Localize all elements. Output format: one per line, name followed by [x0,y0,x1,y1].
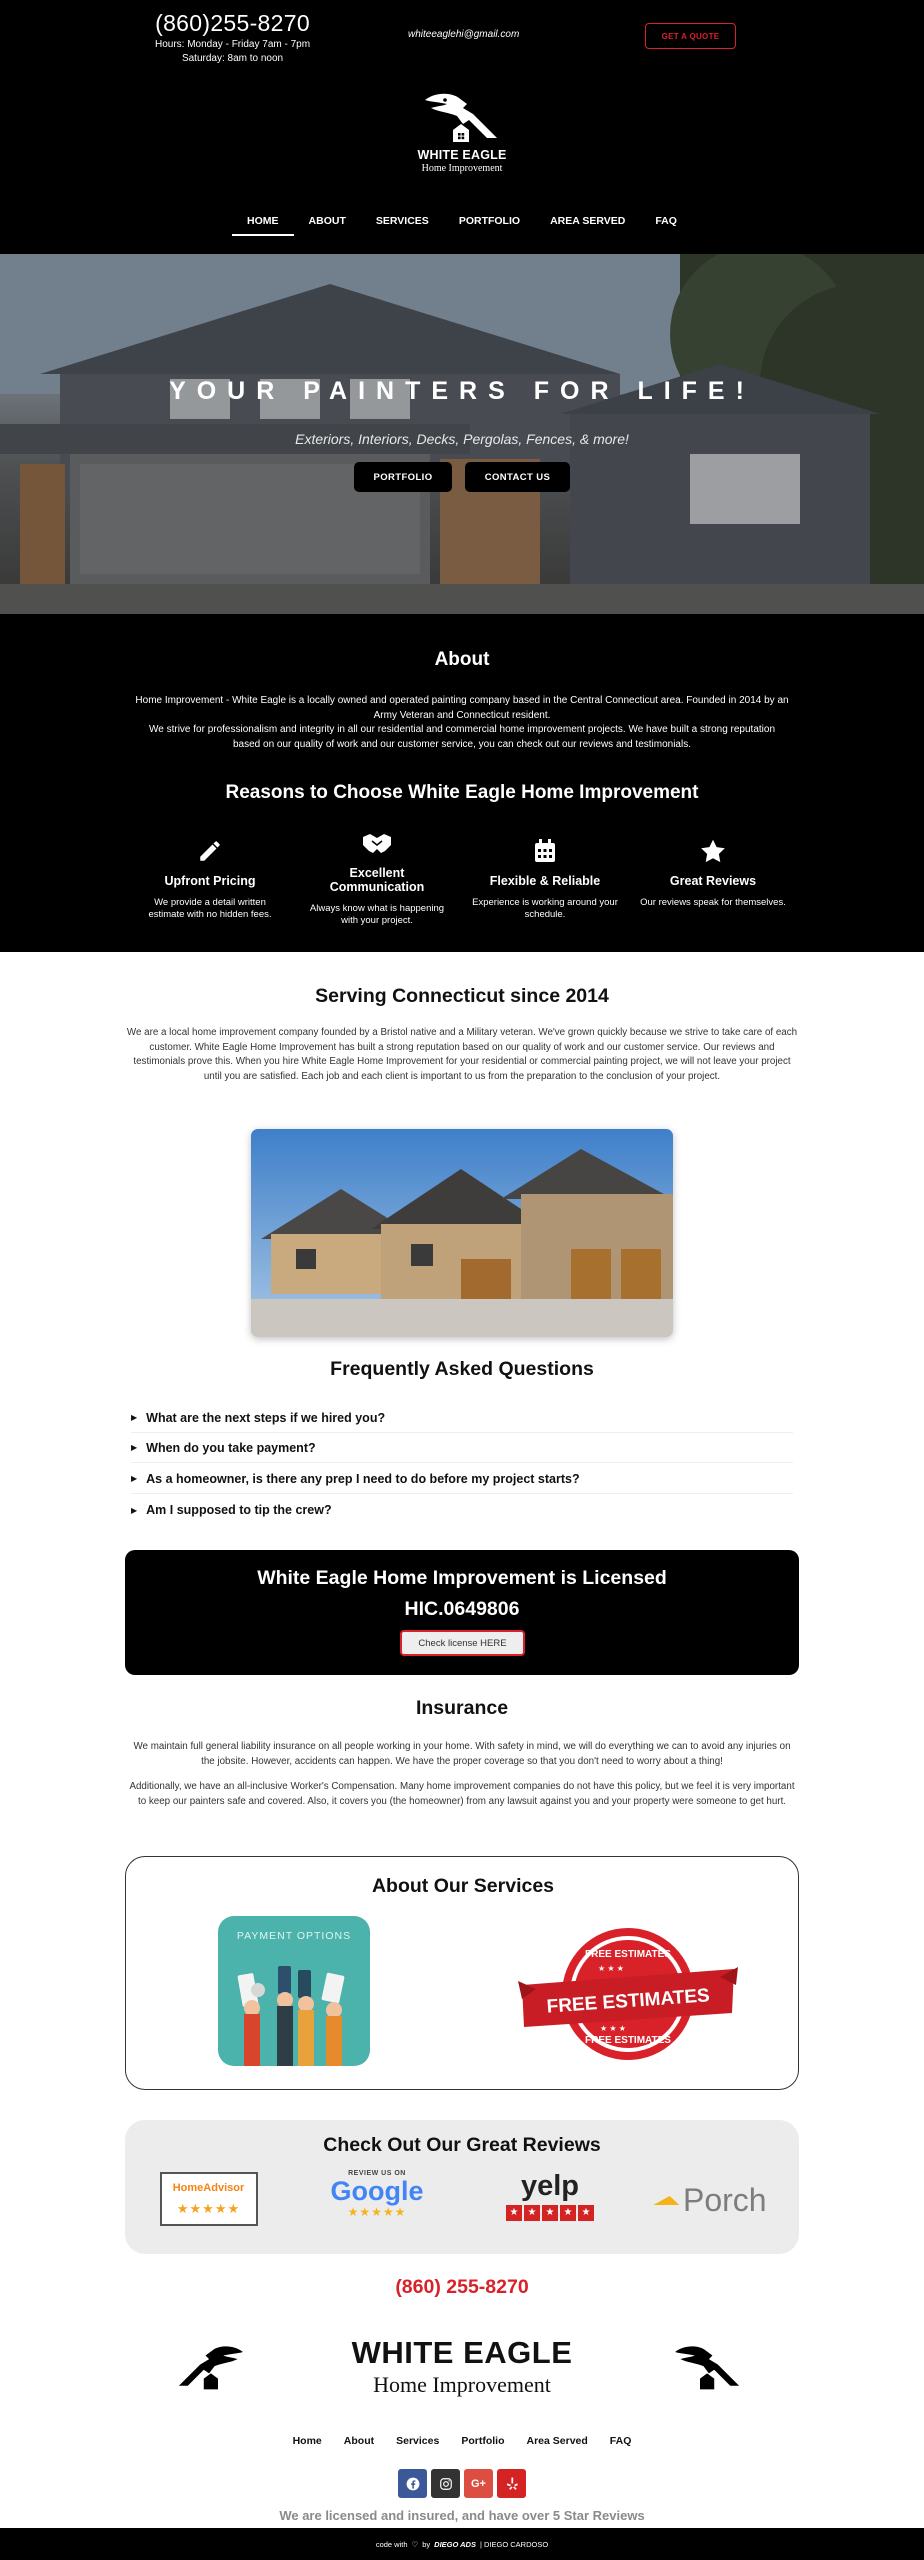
caret-right-icon: ▶ [131,1474,138,1483]
header-phone[interactable]: (860)255-8270 [155,10,310,36]
contact-us-button[interactable]: CONTACT US [465,462,570,492]
contact-phone[interactable]: (860) 255-8270 [395,2276,529,2298]
nav-about[interactable]: ABOUT [308,215,346,227]
footer-nav-home[interactable]: Home [292,2435,322,2447]
homeadvisor-logo: HomeAdvisor [172,2182,245,2194]
nav-portfolio[interactable]: PORTFOLIO [458,215,521,227]
get-a-quote-button[interactable]: GET A QUOTE [645,23,736,49]
reason-text: Our reviews speak for themselves. [640,897,786,908]
faq-item[interactable] [131,1403,793,1433]
badge-top-text: FREE ESTIMATES [585,1949,671,1960]
star-icon [638,836,788,866]
logo-subtitle: Home Improvement [421,163,503,174]
reason-flexible-reliable [470,836,620,920]
star-icon: ★ ★ ★ [600,2024,626,2033]
homeadvisor-review-link[interactable] [160,2172,258,2226]
license-number: HIC.0649806 [404,1598,520,1620]
yelp-review-link[interactable] [500,2170,600,2230]
badge-main-text: FREE ESTIMATES [546,1985,711,2018]
reason-text: Always know what is happening with your project. [309,903,445,926]
footer-nav-portfolio[interactable]: Portfolio [461,2435,505,2447]
footer-logo-title: WHITE EAGLE [351,2335,573,2370]
about-text [135,694,789,752]
hero-subtitle: Exteriors, Interiors, Decks, Pergolas, Fences, & more! [295,431,629,447]
licensed-box [125,1550,799,1675]
reason-upfront-pricing [135,836,285,920]
social-links [398,2469,526,2498]
reason-text: We provide a detail written estimate with no hidden fees. [148,897,272,920]
about-title: About [434,649,490,670]
reason-title: Upfront Pricing [164,874,256,888]
about-section [0,614,924,952]
header-contact [155,10,310,66]
porch-logo: Porch [683,2181,767,2218]
faq-question: As a homeowner, is there any prep I need to do before my project starts? [146,1471,580,1486]
nav-area-served[interactable]: AREA SERVED [550,215,626,227]
instagram-icon[interactable] [431,2469,460,2498]
nav-home[interactable]: HOME [232,213,294,236]
reason-title: Flexible & Reliable [489,874,601,888]
heart-icon: ♡ [411,2539,419,2549]
header-email[interactable]: whiteeaglehi@gmail.com [408,29,520,40]
footer-nav-area-served[interactable]: Area Served [526,2435,588,2447]
main-nav [0,213,924,236]
caret-right-icon: ▶ [131,1505,138,1515]
credit-by: by [422,2539,431,2549]
faq-item[interactable] [131,1433,793,1463]
hours-weekday: Hours: Monday - Friday 7am - 7pm [155,39,311,50]
credit-link[interactable]: DIEGO ADS [434,2539,476,2549]
pencil-icon [135,836,285,866]
porch-review-link[interactable] [655,2180,780,2220]
caret-right-icon: ▶ [131,1443,138,1452]
eagle-logo-icon [417,90,507,146]
credit-prefix: code with [375,2539,408,2549]
payment-options-label: PAYMENT OPTIONS [236,1930,352,1942]
payment-hands-icon [218,1916,370,2066]
site-header [0,0,924,254]
footer-nav-services[interactable]: Services [396,2435,440,2447]
hero-banner [0,254,924,614]
reason-excellent-communication [302,828,452,926]
google-logo: Google [330,2176,424,2206]
insurance-paragraph-1: We maintain full general liability insurance on all people working in your home. With safety in mind, we will do everything we can to avoid any injuries on the jobsite. However, accidents can happen. We have the proper coverage so that you don't need to worry about a thing! [133,1741,791,1767]
footer-tagline: We are licensed and insured, and have over 5 Star Reviews [279,2508,645,2523]
yelp-logo: yelp [520,2170,580,2202]
payment-options-card [218,1916,370,2066]
about-paragraph-1: Home Improvement - White Eagle is a locally owned and operated painting company based in the Central Connecticut area. Founded in 2014 by an Army Veteran and Connecticut resident. [135,695,789,721]
reasons-title: Reasons to Choose White Eagle Home Improvement [225,782,699,803]
google-plus-icon[interactable]: G+ [464,2469,493,2498]
logo-title: WHITE EAGLE [417,148,507,162]
house-photo [251,1129,673,1337]
faq-question: What are the next steps if we hired you? [146,1410,386,1425]
nav-services[interactable]: SERVICES [375,215,429,227]
site-logo[interactable] [412,90,512,174]
footer-nav-about[interactable]: About [343,2435,375,2447]
faq-question: Am I supposed to tip the crew? [146,1503,332,1517]
nav-faq[interactable]: FAQ [655,215,677,227]
credit-suffix: | DIEGO CARDOSO [479,2539,549,2549]
google-review-caption: REVIEW US ON [348,2170,406,2177]
star-rating-icon: ★ ★ ★ ★ ★ [506,2205,594,2221]
reason-title: Excellent Communication [329,866,425,894]
reviews-box [125,2120,799,2254]
footer-logo-subtitle: Home Improvement [373,2372,551,2397]
insurance-paragraph-2: Additionally, we have an all-inclusive Worker's Compensation. Many home improvement companies do not have this policy, but we feel it is very important to keep our painters safe and covered. Also, it covers you (the homeowner) from any lawsuit against you and your property were someone to get hurt. [129,1781,795,1807]
insurance-title: Insurance [415,1697,509,1719]
footer-nav-faq[interactable]: FAQ [609,2435,632,2447]
faq-title: Frequently Asked Questions [330,1358,594,1380]
reason-great-reviews [638,836,788,909]
serving-title: Serving Connecticut since 2014 [315,985,609,1007]
about-paragraph-2: We strive for professionalism and integrity in all our residential and commercial home improvement projects. We have built a strong reputation based on our quality of work and our customer service, you can check out our reviews and testimonials. [148,724,776,750]
google-review-link[interactable] [322,2170,432,2226]
star-icon: ★ ★ ★ [598,1964,624,1973]
footer-nav [0,2435,924,2447]
services-title: About Our Services [371,1875,555,1897]
services-box [125,1856,799,2090]
check-license-button[interactable]: Check license HERE [400,1630,525,1656]
hero-title: YOUR PAINTERS FOR LIFE! [169,377,755,405]
facebook-icon[interactable] [398,2469,427,2498]
badge-bottom-text: FREE ESTIMATES [585,2035,671,2046]
faq-question: When do you take payment? [146,1440,316,1455]
credit-bar [0,2528,924,2560]
portfolio-button[interactable]: PORTFOLIO [354,462,452,492]
star-rating-icon: ★★★★★ [176,2201,241,2216]
caret-right-icon: ▶ [131,1413,138,1422]
hours-saturday: Saturday: 8am to noon [181,53,284,64]
licensed-title: White Eagle Home Improvement is Licensed [257,1567,667,1589]
porch-roof-icon [653,2196,682,2205]
calendar-icon [470,836,620,866]
faq-item[interactable] [131,1464,793,1494]
faq-item[interactable] [131,1495,793,1525]
star-rating-icon: ★★★★★ [347,2205,407,2219]
yelp-icon[interactable] [497,2469,526,2498]
reviews-title: Check Out Our Great Reviews [323,2134,601,2156]
free-estimates-badge [518,1919,738,2069]
reason-title: Great Reviews [669,874,757,888]
reason-text: Experience is working around your schedule. [472,897,618,920]
handshake-icon [302,828,452,858]
serving-text: We are a local home improvement company founded by a Bristol native and a Military veteran. We've grown quickly because we strive to take care of each customer. White Eagle Home Improvement has built a strong reputation based on our quality of work and our customer service. Our reviews and testimonials prove this. When you hire White Eagle Home Improvement for your residential or commercial painting project, we will not leave your project until you are satisfied. Each job and each client is important to us from the preparation to the conclusion of your project. [126,1027,798,1082]
